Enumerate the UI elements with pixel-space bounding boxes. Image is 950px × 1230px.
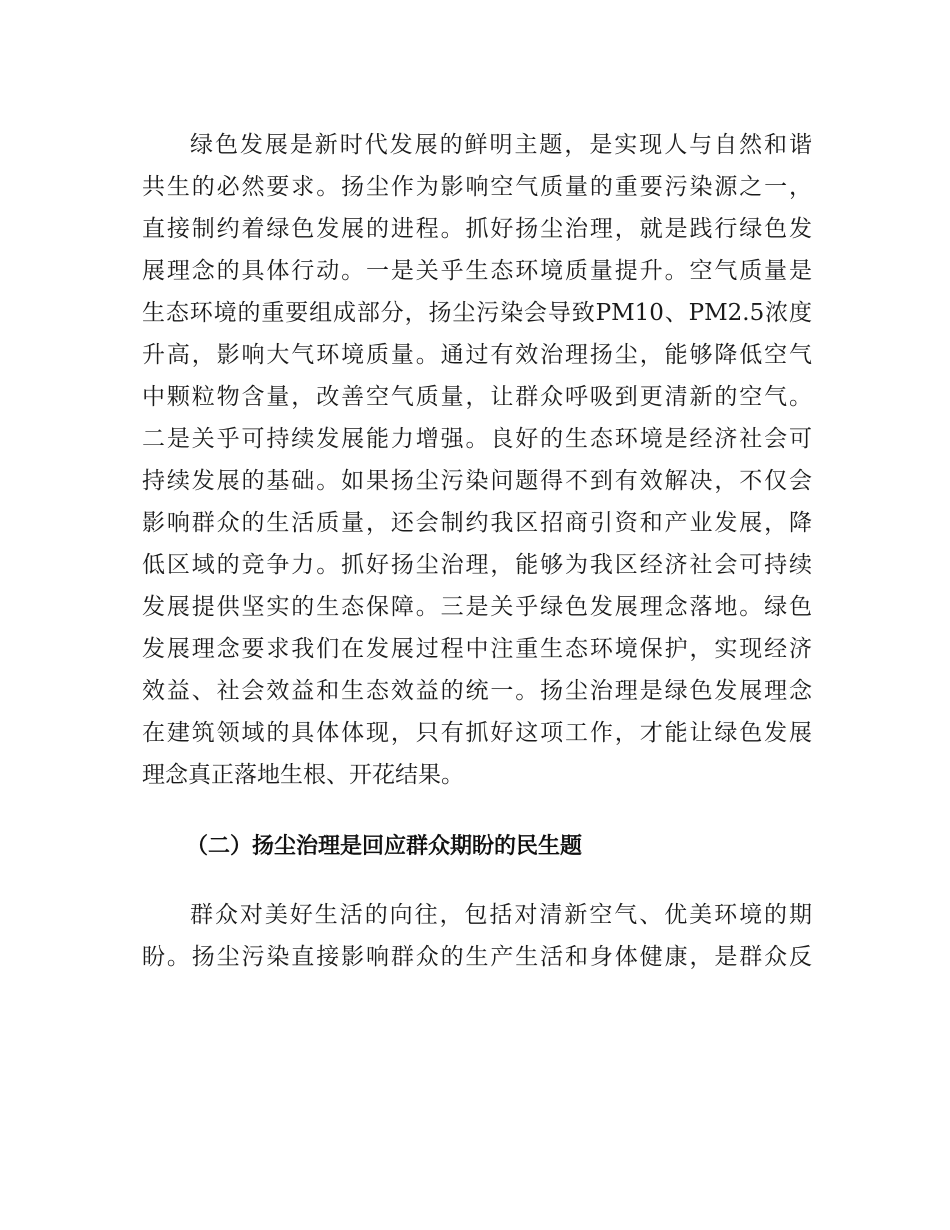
paragraph-line: 二是关乎可持续发展能力增强。良好的生态环境是经济社会可 [142, 426, 812, 452]
paragraph-line: 绿色发展是新时代发展的鲜明主题，是实现人与自然和谐 [190, 132, 812, 158]
paragraph-line: 在建筑领域的具体体现，只有抓好这项工作，才能让绿色发展 [142, 720, 812, 746]
paragraph-line: 盼。扬尘污染直接影响群众的生产生活和身体健康，是群众反 [142, 944, 812, 970]
paragraph-line: 中颗粒物含量，改善空气质量，让群众呼吸到更清新的空气。 [142, 384, 812, 410]
paragraph-public-expectation [142, 894, 812, 978]
paragraph-line: 低区域的竞争力。抓好扬尘治理，能够为我区经济社会可持续 [142, 552, 812, 578]
paragraph-line: 共生的必然要求。扬尘作为影响空气质量的重要污染源之一， [142, 174, 812, 200]
paragraph-line: 持续发展的基础。如果扬尘污染问题得不到有效解决，不仅会 [142, 468, 812, 494]
paragraph-line: 效益、社会效益和生态效益的统一。扬尘治理是绿色发展理念 [142, 678, 812, 704]
spacer [142, 796, 812, 826]
paragraph-green-development [142, 124, 812, 796]
paragraph-line: 群众对美好生活的向往，包括对清新空气、优美环境的期 [190, 902, 812, 928]
paragraph-line: 展理念的具体行动。一是关乎生态环境质量提升。空气质量是 [142, 258, 812, 284]
paragraph-line: 发展理念要求我们在发展过程中注重生态环境保护，实现经济 [142, 636, 812, 662]
section-heading: （二）扬尘治理是回应群众期盼的民生题 [186, 834, 583, 859]
paragraph-line: 生态环境的重要组成部分，扬尘污染会导致PM10、PM2.5浓度 [142, 300, 812, 326]
paragraph-line: 发展提供坚实的生态保障。三是关乎绿色发展理念落地。绿色 [142, 594, 812, 620]
paragraph-line: 理念真正落地生根、开花结果。 [142, 762, 464, 788]
document-body [142, 124, 812, 978]
paragraph-line: 影响群众的生活质量，还会制约我区招商引资和产业发展，降 [142, 510, 812, 536]
paragraph-line: 直接制约着绿色发展的进程。抓好扬尘治理，就是践行绿色发 [142, 216, 812, 242]
paragraph-line: 升高，影响大气环境质量。通过有效治理扬尘，能够降低空气 [142, 342, 812, 368]
spacer [142, 868, 812, 894]
